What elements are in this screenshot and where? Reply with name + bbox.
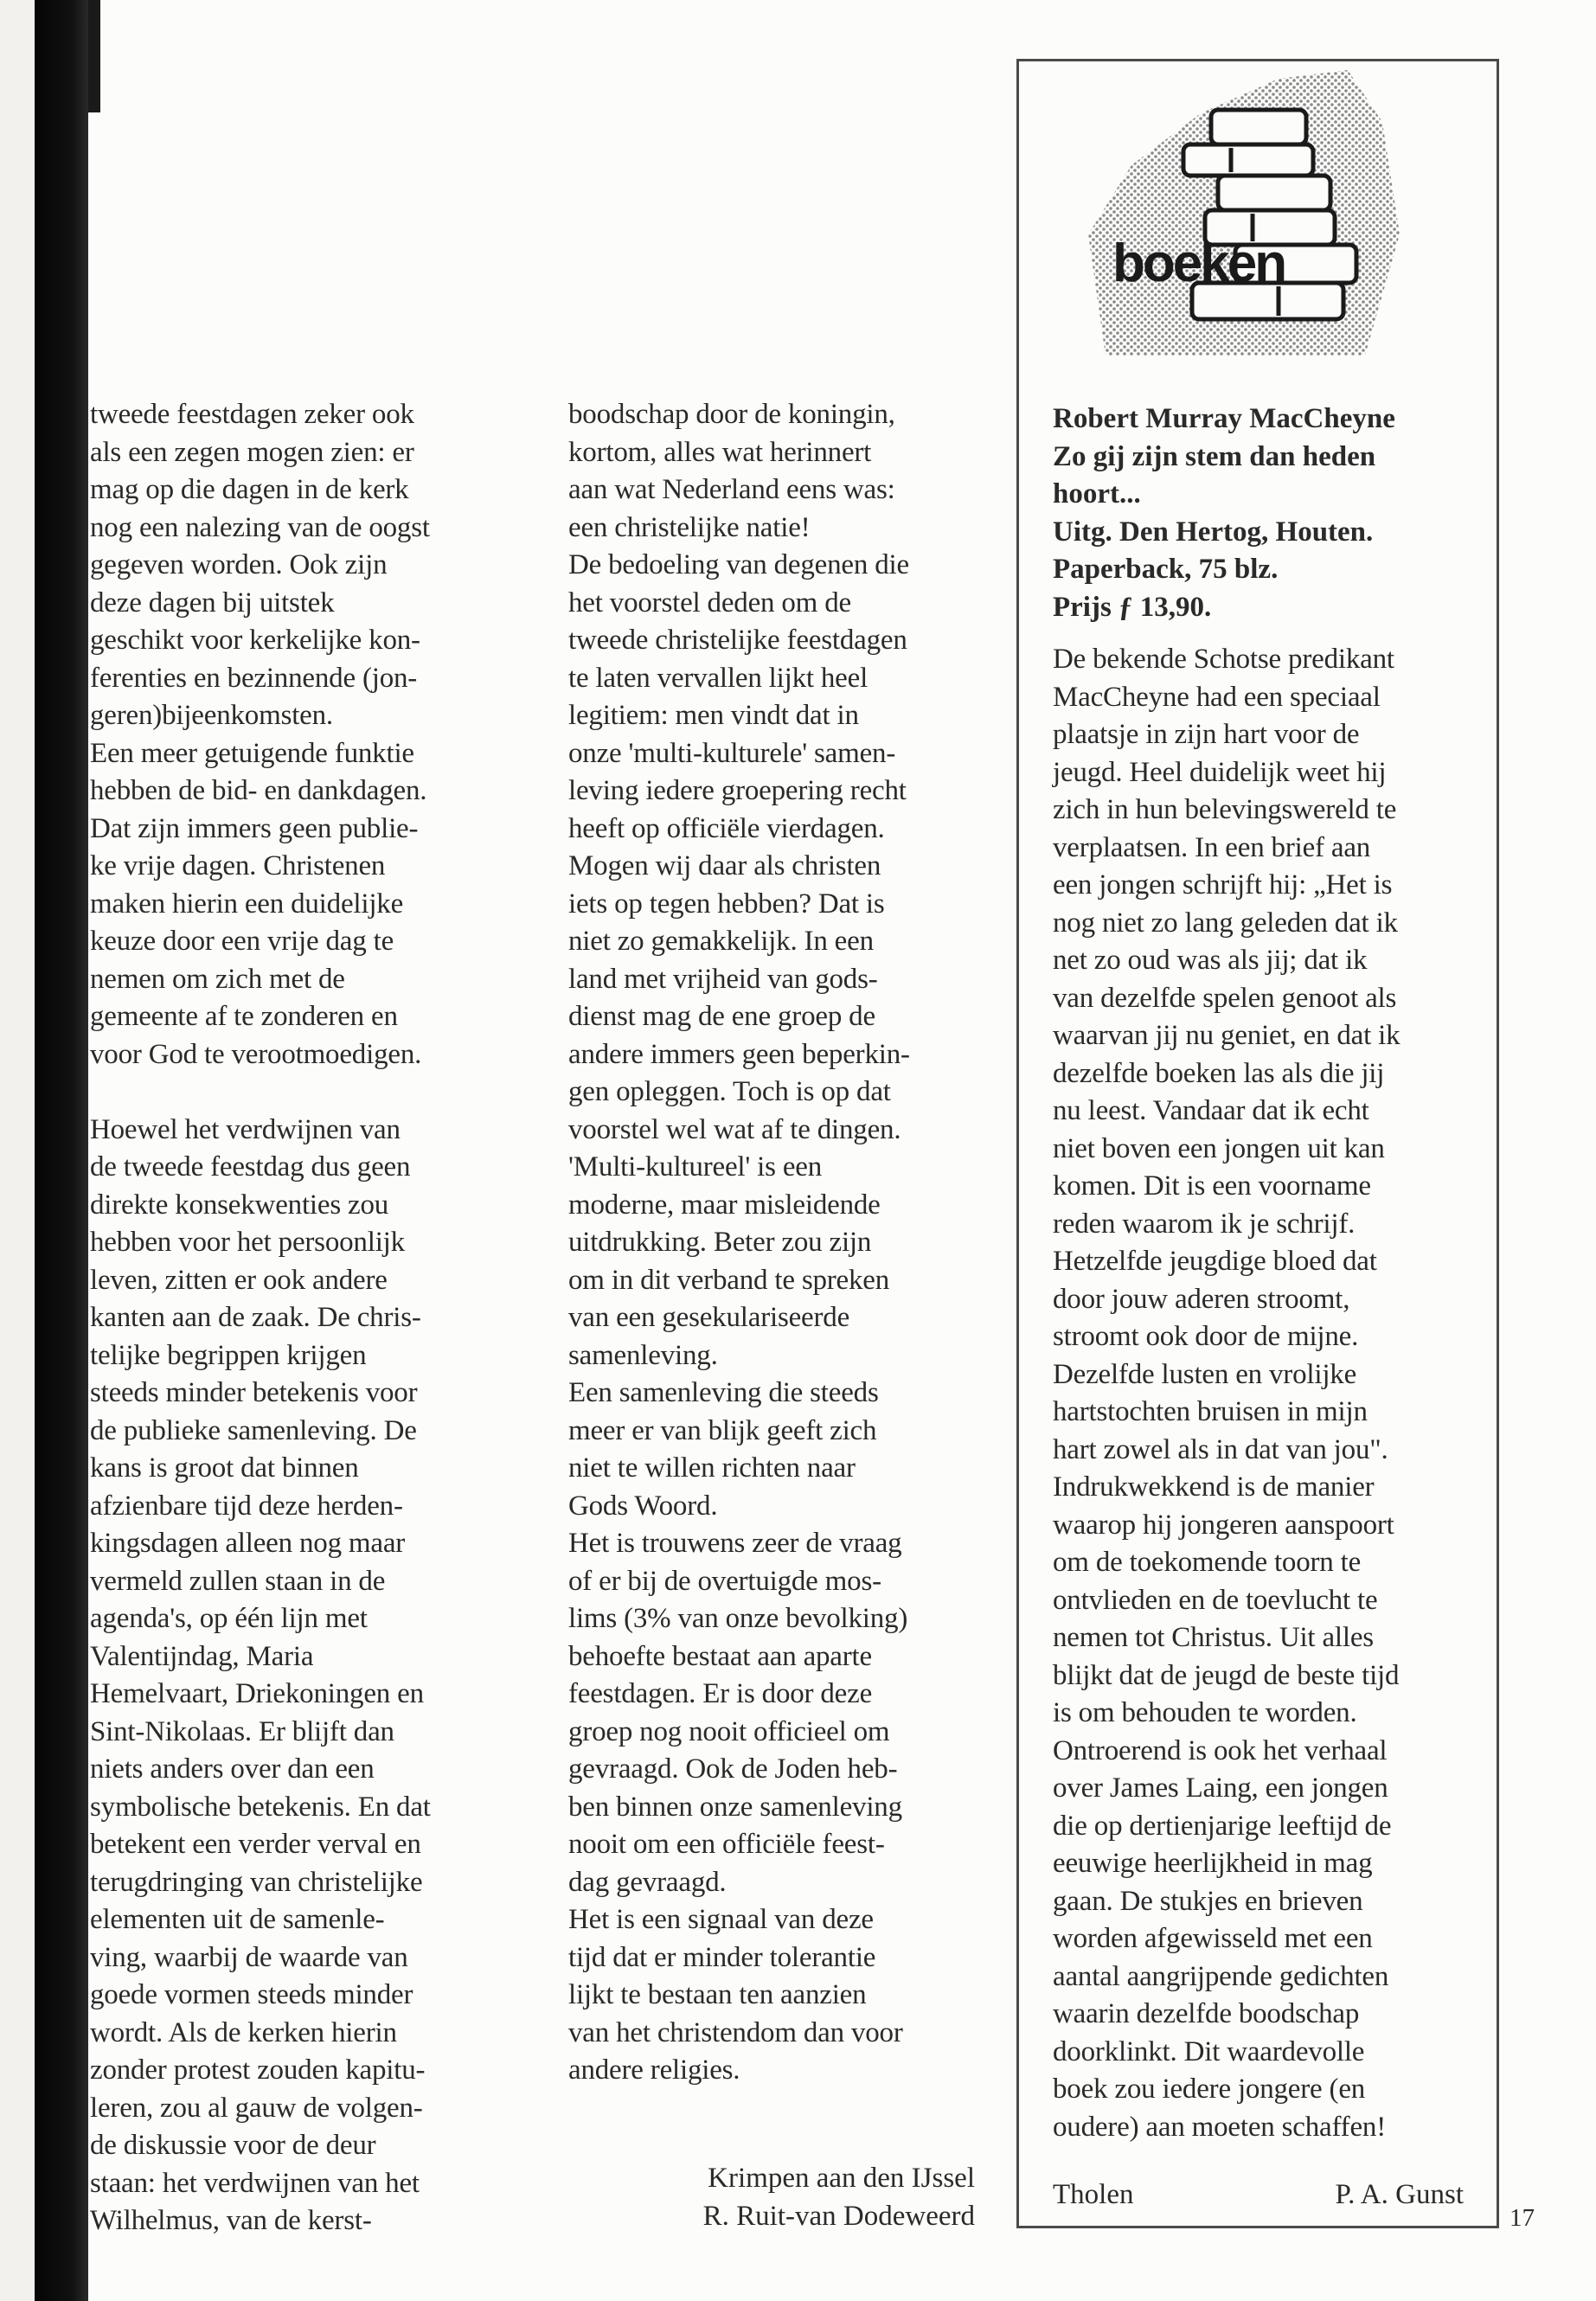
page-number: 17	[1509, 2204, 1535, 2232]
article-column-left: tweede feestdagen zeker ook als een zegen mogen zien: er mag op die dagen in de kerk nog een nalezing van de oogst gegeven worden. Ook zijn deze dagen bij uitstek geschikt voor kerkelijke kon- ferenties en bezinnende (jon- geren)bijeenkomsten. Een meer getuigende funktie hebben de bid- en dankdagen. Dat zijn immers geen publie- ke vrije dagen. Christenen maken hierin een duidelijke keuze door een vrije dag te nemen om zich met de gemeente af te zonderen en voor God te verootmoedigen. Hoewel het verdwijnen van de tweede feestdag dus geen direkte konsekwenties zou hebben voor het persoonlijk leven, zitten er ook andere kanten aan de zaak. De chris- telijke begrippen krijgen steeds minder betekenis voor de publieke samenleving. De kans is groot dat binnen afzienbare tijd deze herden- kingsdagen alleen nog maar vermeld zullen staan in de agenda's, op één lijn met Valentijndag, Maria Hemelvaart, Driekoningen en Sint-Nikolaas. Er blijft dan niets anders over dan een symbolische betekenis. En dat betekent een verder verval en terugdringing van christelijke elementen uit de samenle- ving, waarbij de waarde van goede vormen steeds minder wordt. Als de kerken hierin zonder protest zouden kapitu- leren, zou al gauw de volgen- de diskussie voor de deur staan: het verdwijnen van het Wilhelmus, van de kerst-	[90, 399, 431, 2236]
book-stack-icon	[1019, 61, 1497, 364]
binding-shadow	[88, 0, 100, 112]
black-binding-strip	[35, 0, 88, 2301]
page-margin	[0, 0, 35, 2301]
article-signature: Krimpen aan den IJssel R. Ruit-van Dodeweerd	[702, 2163, 975, 2232]
article-column-middle: boodschap door de koningin, kortom, alles wat herinnert aan wat Nederland eens was: een christelijke natie! De bedoeling van degenen die het voorstel deden om de tweede christelijke feestdagen te laten vervallen lijkt heel legitiem: men vindt dat in onze 'multi-kulturele' samen- leving iedere groepering recht heeft op officiële vierdagen. Mogen wij daar als christen iets op tegen hebben? Dat is niet zo gemakkelijk. In een land met vrijheid van gods- dienst mag de ene groep de andere immers geen beperkin- gen opleggen. Toch is op dat voorstel wel wat af te dingen. 'Multi-kultureel' is een moderne, maar misleidende uitdrukking. Beter zou zijn om in dit verband te spreken van een gesekulariseerde samenleving. Een samenleving die steeds meer er van blijk geeft zich niet te willen richten naar Gods Woord. Het is trouwens zeer de vraag of er bij de overtuigde mos- lims (3% van onze bevolking) behoefte bestaat aan aparte feestdagen. Er is door deze groep nog nooit officieel om gevraagd. Ook de Joden heb- ben binnen onze samenleving nooit om een officiële feest- dag gevraagd. Het is een signaal van deze tijd dat er minder tolerantie lijkt te bestaan ten aanzien van het christendom dan voor andere religies.	[568, 399, 910, 2086]
review-text: De bekende Schotse predikant MacCheyne had een speciaal plaatsje in zijn hart voor de jeugd. Heel duidelijk weet hij zich in hun belevingswereld te verplaatsen. In een brief aan een jongen schrijft hij: „Het is nog niet zo lang geleden dat ik net zo oud was als jij; dat ik van dezelfde spelen genoot als waarvan jij nu geniet, en dat ik dezelfde boeken las als die jij nu leest. Vandaar dat ik echt niet boven een jongen uit kan komen. Dit is een voorname reden waarom ik je schrijf. Hetzelfde jeugdige bloed dat door jouw aderen stroomt, stroomt ook door de mijne. Dezelfde lusten en vrolijke hartstochten bruisen in mijn hart zowel als in dat van jou". Indrukwekkend is de manier waarop hij jongeren aanspoort om de toekomende toorn te ontvlieden en de toevlucht te nemen tot Christus. Uit alles blijkt dat de jeugd de beste tijd is om behouden te worden. Ontroerend is ook het verhaal over James Laing, een jongen die op dertienjarige leeftijd de eeuwige heerlijkheid in mag gaan. De stukjes en brieven worden afgewisseld met een aantal aangrijpende gedichten waarin dezelfde boodschap doorklinkt. Dit waardevolle boek zou iedere jongere (en oudere) aan moeten schaffen!	[1053, 644, 1401, 2143]
review-place: Tholen	[1053, 2179, 1134, 2210]
book-review-box	[1016, 59, 1499, 2228]
section-label-boeken: boeken	[1112, 234, 1285, 293]
reviewer-name: P. A. Gunst	[1335, 2179, 1464, 2210]
book-details: Robert Murray MacCheyne Zo gij zijn stem dan heden hoort... Uitg. Den Hertog, Houten. Paperback, 75 blz. Prijs ƒ 13,90.	[1053, 403, 1395, 623]
